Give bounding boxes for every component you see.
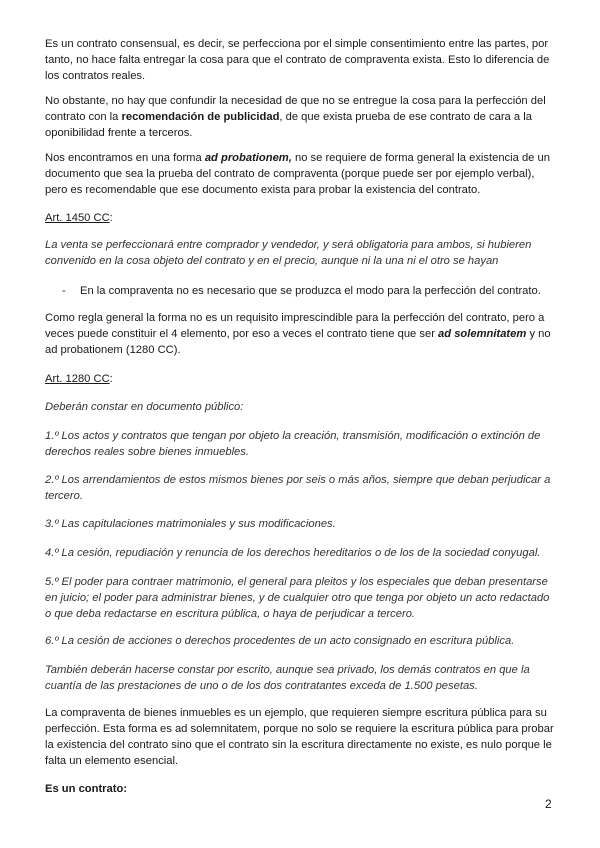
paragraph-consensual bbox=[45, 36, 557, 84]
paragraph-ad-probationem bbox=[45, 150, 557, 198]
paragraph-text: y no ad probationem (1280 CC). bbox=[45, 328, 551, 356]
art-1280-item-5 bbox=[45, 574, 557, 622]
article-reference: Art. 1280 CC bbox=[45, 373, 110, 385]
art-1280-heading bbox=[45, 371, 557, 387]
paragraph-text: La compraventa de bienes inmuebles es un ejemplo, que requieren siempre escritura pública para su perfección. Esta forma es ad solemnitatem, porque no solo se requiere la escritura pública para probar la existencia del contrato sino que el contrato sin la escritura directamente no existe, es nulo porque le falta un elemento esencial. bbox=[45, 707, 554, 767]
quote-text: 4.º La cesión, repudiación y renuncia de los derechos hereditarios o de los de la sociedad conyugal. bbox=[45, 547, 541, 559]
quote-text: Deberán constar en documento público: bbox=[45, 401, 244, 413]
art-1280-item-2 bbox=[45, 472, 557, 504]
paragraph-text: no se requiere de forma general la existencia de un documento que sea la prueba del contrato de compraventa (porque puede ser por ejemplo verbal), pero es recomendable que ese documento exista para probar la existencia del contrato. bbox=[45, 152, 550, 196]
paragraph-inmuebles bbox=[45, 705, 557, 769]
bullet-text: En la compraventa no es necesario que se produzca el modo para la perfección del contrato. bbox=[80, 285, 541, 297]
article-reference: Art. 1450 CC bbox=[45, 212, 110, 224]
art-1280-item-6 bbox=[45, 633, 557, 649]
art-1280-item-4 bbox=[45, 545, 557, 561]
paragraph-text: Nos encontramos en una forma bbox=[45, 152, 205, 164]
colon: : bbox=[109, 212, 113, 224]
heading-text: Es un contrato: bbox=[45, 783, 128, 795]
section-heading bbox=[45, 781, 557, 797]
quote-text: 2.º Los arrendamientos de estos mismos bienes por seis o más años, siempre que deban perjudicar a tercero. bbox=[45, 474, 551, 502]
paragraph-text: No obstante, no hay que confundir la necesidad de que no se entregue la cosa para la perfección del contrato con la bbox=[45, 95, 546, 123]
quote-text: 1.º Los actos y contratos que tengan por objeto la creación, transmisión, modificación o extinción de derechos reales sobre bienes inmuebles. bbox=[45, 430, 541, 458]
colon: : bbox=[109, 373, 113, 385]
art-1450-quote bbox=[45, 237, 557, 269]
art-1280-intro bbox=[45, 399, 557, 415]
paragraph-publicidad bbox=[45, 93, 557, 141]
bold-italic-term: ad solemnitatem bbox=[438, 328, 527, 340]
quote-text: También deberán hacerse constar por escrito, aunque sea privado, los demás contratos en que la cuantía de las prestaciones de uno o de los dos contratantes exceda de 1.500 pesetas. bbox=[45, 664, 530, 692]
bullet-item bbox=[80, 283, 560, 299]
paragraph-text: Es un contrato consensual, es decir, se perfecciona por el simple consentimiento entre las partes, por tanto, no hace falta entregar la cosa para que el contrato de compraventa exista. Esto lo diferencia de los contratos reales. bbox=[45, 38, 550, 82]
bold-italic-term: ad probationem, bbox=[204, 152, 292, 164]
art-1280-closing bbox=[45, 662, 557, 694]
paragraph-text: Como regla general la forma no es un requisito imprescindible para la perfección del contrato, pero a veces puede constituir el 4 elemento, por eso a veces el contrato tiene que ser bbox=[45, 312, 545, 340]
paragraph-text: , de que exista prueba de ese contrato de cara a la oponibilidad frente a terceros. bbox=[45, 111, 532, 139]
bullet-dash: - bbox=[62, 285, 66, 297]
art-1280-item-3 bbox=[45, 516, 557, 532]
quote-text: 3.º Las capitulaciones matrimoniales y sus modificaciones. bbox=[45, 518, 336, 530]
art-1450-heading bbox=[45, 210, 557, 226]
quote-text: 5.º El poder para contraer matrimonio, el general para pleitos y los especiales que deban presentarse en juicio; el poder para administrar bienes, y de cualquier otro que tenga por objeto un acto redactado o que deba redactarse en escritura pública, o haya de perjudicar a tercero. bbox=[45, 576, 550, 620]
paragraph-forma bbox=[45, 310, 557, 358]
page-number: 2 bbox=[545, 797, 552, 811]
quote-text: La venta se perfeccionará entre comprador y vendedor, y será obligatoria para ambos, si hubieren convenido en la cosa objeto del contrato y en el precio, aunque ni la una ni el otro se hayan bbox=[45, 239, 532, 267]
bold-term: recomendación de publicidad bbox=[121, 111, 280, 123]
quote-text: 6.º La cesión de acciones o derechos procedentes de un acto consignado en escritura pública. bbox=[45, 635, 515, 647]
art-1280-item-1 bbox=[45, 428, 557, 460]
